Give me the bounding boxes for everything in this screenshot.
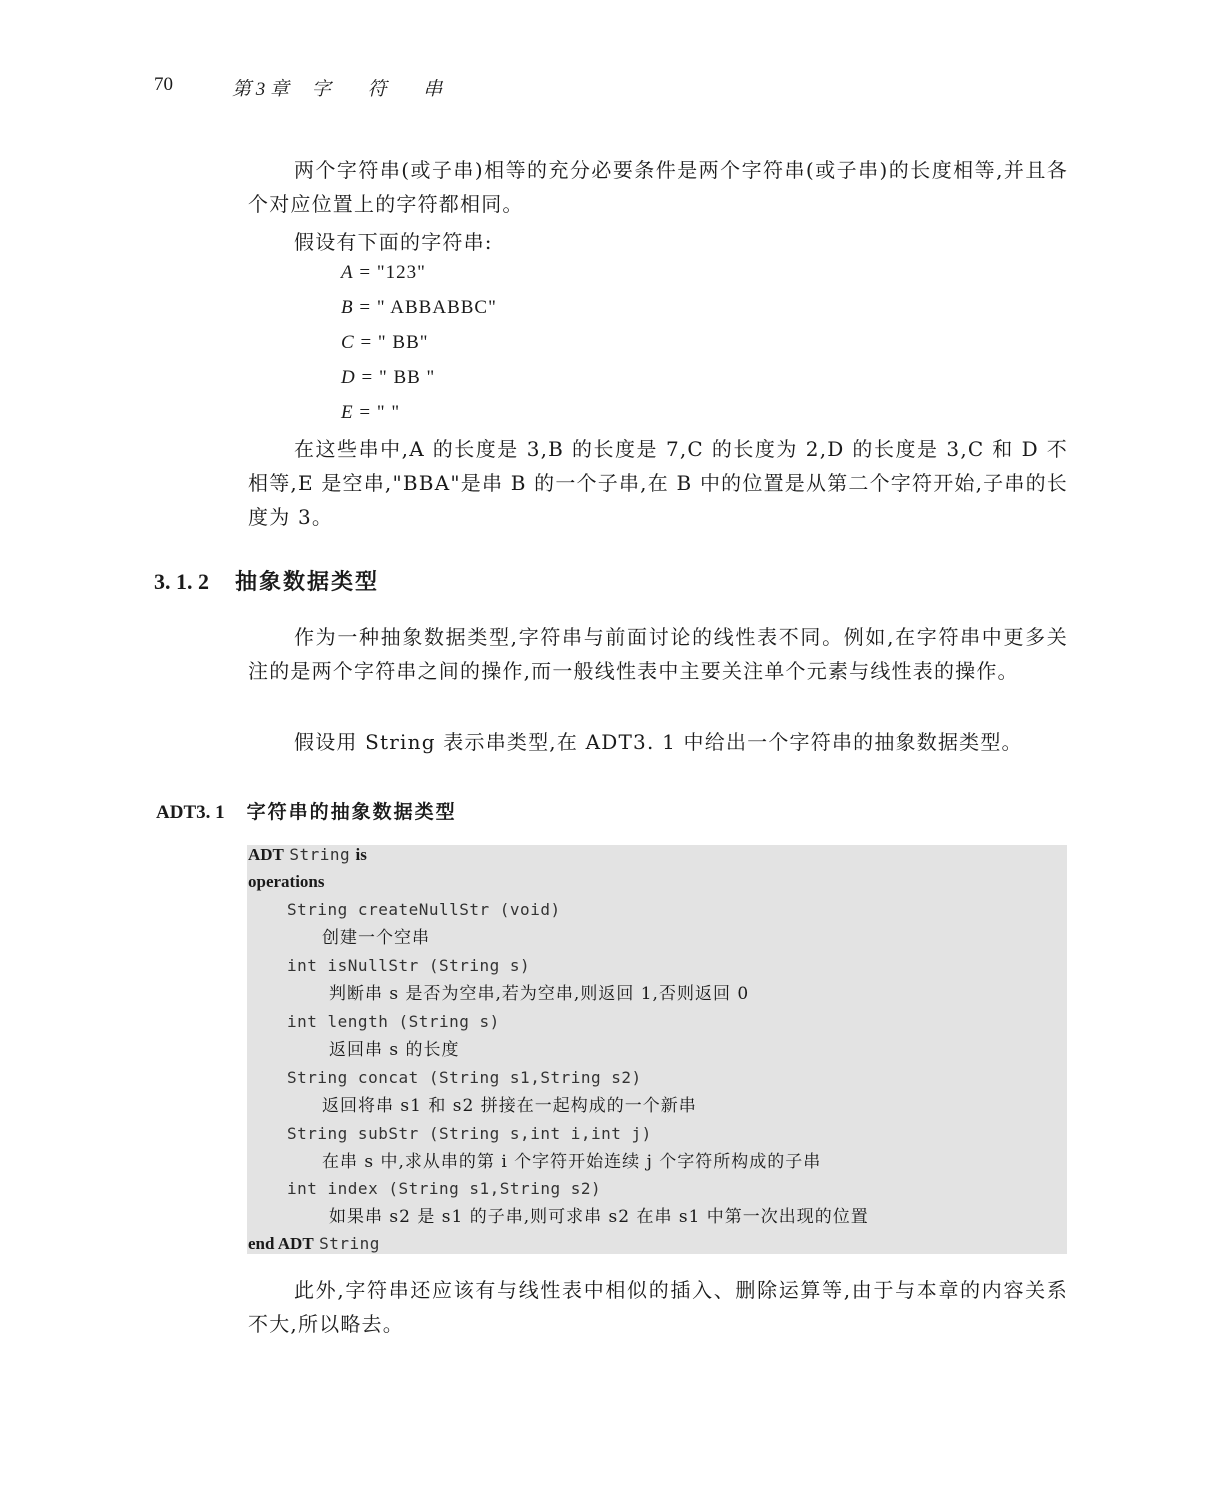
paragraph-string-lengths: 在这些串中,A 的长度是 3,B 的长度是 7,C 的长度为 2,D 的长度是 3,C 和 D 不相等,E 是空串,"BBA"是串 B 的一个子串,在 B 中的位置是从第二个字符开始,子串的长度为 3。 — [248, 437, 1068, 529]
definition-var: D — [341, 367, 356, 388]
definition-value: = "123" — [359, 262, 426, 283]
paragraph-example-intro: 假设有下面的字符串: — [294, 230, 493, 254]
code-op-description: 在串 s 中,求从串的第 i 个字符开始连续 j 个字符所构成的子串 — [322, 1152, 822, 1172]
definition-var: A — [341, 262, 354, 283]
definition-value: = " BB" — [360, 332, 429, 353]
code-op-description: 判断串 s 是否为空串,若为空串,则返回 1,否则返回 0 — [329, 984, 750, 1004]
definition-c — [341, 332, 429, 354]
definition-var: E — [341, 402, 354, 423]
adt-label: ADT3. 1 — [156, 802, 225, 823]
chapter-heading — [232, 74, 458, 101]
definition-value: = " ABBABBC" — [359, 297, 497, 318]
code-keyword: operations — [248, 872, 325, 891]
code-keyword: ADT — [248, 845, 284, 864]
code-op-description: 创建一个空串 — [322, 928, 430, 948]
section-number: 3. 1. 2 — [154, 569, 209, 594]
section-title: 抽象数据类型 — [235, 569, 380, 595]
definition-b — [341, 297, 497, 319]
code-op-signature: String createNullStr (void) — [287, 900, 561, 919]
code-op-description: 返回串 s 的长度 — [329, 1040, 460, 1060]
definition-var: C — [341, 332, 355, 353]
code-op-signature: int isNullStr (String s) — [287, 956, 531, 975]
definition-e — [341, 402, 400, 424]
paragraph-adt-reference: 假设用 String 表示串类型,在 ADT3. 1 中给出一个字符串的抽象数据类型。 — [294, 730, 1023, 754]
definition-d — [341, 367, 435, 389]
code-op-signature: String concat (String s1,String s2) — [287, 1068, 642, 1087]
definition-var: B — [341, 297, 354, 318]
code-keyword: end ADT — [248, 1234, 314, 1253]
code-end-line — [248, 1230, 380, 1258]
adt-code-block — [247, 845, 1067, 1254]
chapter-title: 字 符 串 — [311, 79, 459, 100]
paragraph-adt-intro: 作为一种抽象数据类型,字符串与前面讨论的线性表不同。例如,在字符串中更多关注的是两个字符串之间的操作,而一般线性表中主要关注单个元素与线性表的操作。 — [248, 625, 1068, 683]
section-heading — [154, 565, 379, 596]
code-type-name: String — [289, 845, 351, 864]
code-operations-line — [248, 868, 325, 896]
page-number: 70 — [154, 74, 173, 95]
adt-title: 字符串的抽象数据类型 — [246, 801, 457, 823]
code-op-description: 返回将串 s1 和 s2 拼接在一起构成的一个新串 — [322, 1096, 697, 1116]
paragraph-other-operations: 此外,字符串还应该有与线性表中相似的插入、删除运算等,由于与本章的内容关系不大,所以略去。 — [248, 1278, 1068, 1336]
code-op-description: 如果串 s2 是 s1 的子串,则可求串 s2 在串 s1 中第一次出现的位置 — [329, 1207, 869, 1227]
chapter-number: 第 3 章 — [232, 79, 290, 100]
paragraph-string-equality: 两个字符串(或子串)相等的充分必要条件是两个字符串(或子串)的长度相等,并且各个对应位置上的字符都相同。 — [248, 158, 1068, 216]
definition-value: = " " — [359, 402, 401, 423]
definition-a — [341, 262, 426, 284]
code-type-name: String — [319, 1234, 380, 1253]
code-op-signature: int index (String s1,String s2) — [287, 1179, 602, 1198]
code-op-signature: int length (String s) — [287, 1012, 500, 1031]
code-header-line — [248, 841, 367, 869]
definition-value: = " BB " — [361, 367, 436, 388]
code-keyword: is — [355, 845, 367, 864]
code-op-signature: String subStr (String s,int i,int j) — [287, 1124, 652, 1143]
adt-caption — [156, 797, 457, 824]
